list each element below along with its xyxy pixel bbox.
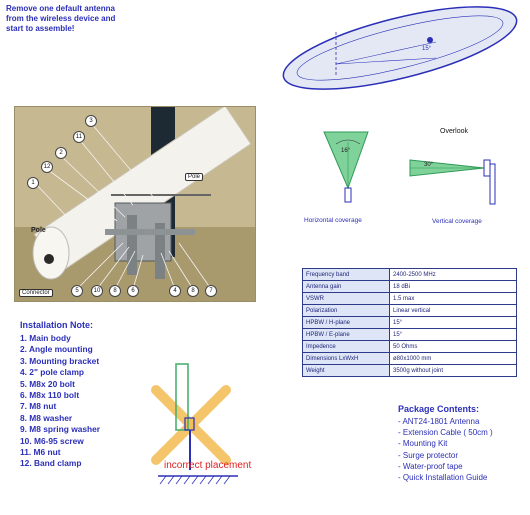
- spec-row: [303, 293, 517, 305]
- spec-value: 3500g without joint: [390, 365, 517, 377]
- callout-1: 1: [27, 177, 39, 189]
- overlook-label: Overlook: [440, 128, 469, 135]
- horizontal-angle-label: 16°: [341, 148, 351, 154]
- horizontal-coverage-diagram: [318, 124, 378, 216]
- package-item: - Mounting Kit: [398, 439, 448, 449]
- spec-key: Frequency band: [303, 269, 390, 281]
- spec-value: 50 Ohms: [390, 341, 517, 353]
- spec-value: ø80x1000 mm: [390, 353, 517, 365]
- spec-row: [303, 353, 517, 365]
- note-item: 2. Angle mounting: [20, 344, 93, 355]
- package-contents: [398, 404, 528, 483]
- spec-row: [303, 341, 517, 353]
- note-item: 10. M6-95 screw: [20, 435, 84, 446]
- callout-3: 3: [85, 115, 97, 127]
- spec-value: 18 dBi: [390, 281, 517, 293]
- package-item: - Water-proof tape: [398, 461, 463, 471]
- spec-value: 1.5 max: [390, 293, 517, 305]
- note-item: 11. M6 nut: [20, 447, 61, 458]
- note-item: 12. Band clamp: [20, 458, 82, 469]
- spec-value: 15°: [390, 317, 517, 329]
- vertical-coverage-caption: Vertical coverage: [432, 218, 482, 225]
- spec-value: Linear vertical: [390, 305, 517, 317]
- package-item: - Quick Installation Guide: [398, 473, 488, 483]
- connector-label: Connector: [19, 289, 53, 297]
- antenna-overview-diagram: [276, 2, 524, 90]
- note-item: 9. M8 spring washer: [20, 424, 101, 435]
- callout-6: 6: [127, 285, 139, 297]
- ground-hatch: [158, 474, 238, 486]
- intro-line: Remove one default antenna: [6, 4, 115, 13]
- spec-value: 15°: [390, 329, 517, 341]
- spec-row: [303, 317, 517, 329]
- package-item: - ANT24-1801 Antenna: [398, 417, 480, 426]
- intro-line: from the wireless device and: [6, 14, 116, 23]
- spec-row: [303, 329, 517, 341]
- callout-12: 12: [41, 161, 53, 173]
- note-item: 3. Mounting bracket: [20, 355, 100, 366]
- callout-10: 10: [91, 285, 103, 297]
- intro-line: start to assemble!: [6, 24, 75, 33]
- note-item: 8. M8 washer: [20, 412, 73, 423]
- spec-value: 2400-2500 MHz: [390, 269, 517, 281]
- incorrect-placement-graphic: [150, 360, 240, 472]
- callout-8: 8: [109, 285, 121, 297]
- intro-instructions: [6, 4, 146, 34]
- spec-key: Weight: [303, 365, 390, 377]
- pole-label: Pole: [185, 173, 203, 181]
- vertical-angle-label: 30°: [424, 162, 434, 168]
- pole-end-label: Pole: [31, 227, 46, 234]
- spec-key: Polarization: [303, 305, 390, 317]
- horizontal-coverage-caption: Horizontal coverage: [304, 217, 362, 224]
- incorrect-placement-label: incorrect placement: [164, 460, 252, 471]
- spec-key: VSWR: [303, 293, 390, 305]
- callout-8b: 8: [187, 285, 199, 297]
- package-item: - Extension Cable ( 50cm ): [398, 428, 493, 438]
- leader-lines: [15, 107, 255, 301]
- callout-4: 4: [169, 285, 181, 297]
- callout-7: 7: [205, 285, 217, 297]
- callout-2: 2: [55, 147, 67, 159]
- spec-key: HPBW / H-plane: [303, 317, 390, 329]
- callout-5: 5: [71, 285, 83, 297]
- installation-note-title: Installation Note:: [20, 320, 94, 330]
- note-item: 1. Main body: [20, 333, 71, 343]
- package-contents-title: Package Contents:: [398, 404, 480, 414]
- spec-row: [303, 365, 517, 377]
- callout-11: 11: [73, 131, 85, 143]
- spec-key: Antenna gain: [303, 281, 390, 293]
- note-item: 7. M8 nut: [20, 401, 57, 412]
- note-item: 4. 2" pole clamp: [20, 367, 85, 378]
- spec-row: [303, 281, 517, 293]
- assembly-photo: [14, 106, 256, 302]
- spec-key: HPBW / E-plane: [303, 329, 390, 341]
- note-item: 5. M8x 20 bolt: [20, 378, 75, 389]
- spec-row: [303, 305, 517, 317]
- spec-row: [303, 269, 517, 281]
- note-item: 6. M8x 110 bolt: [20, 390, 80, 401]
- package-item: - Surge protector: [398, 450, 459, 460]
- spec-key: Dimensions LxWxH: [303, 353, 390, 365]
- spec-table: [302, 268, 517, 377]
- spec-key: Impedence: [303, 341, 390, 353]
- svg-text:15°: 15°: [422, 46, 432, 52]
- vertical-coverage-diagram: [404, 146, 500, 212]
